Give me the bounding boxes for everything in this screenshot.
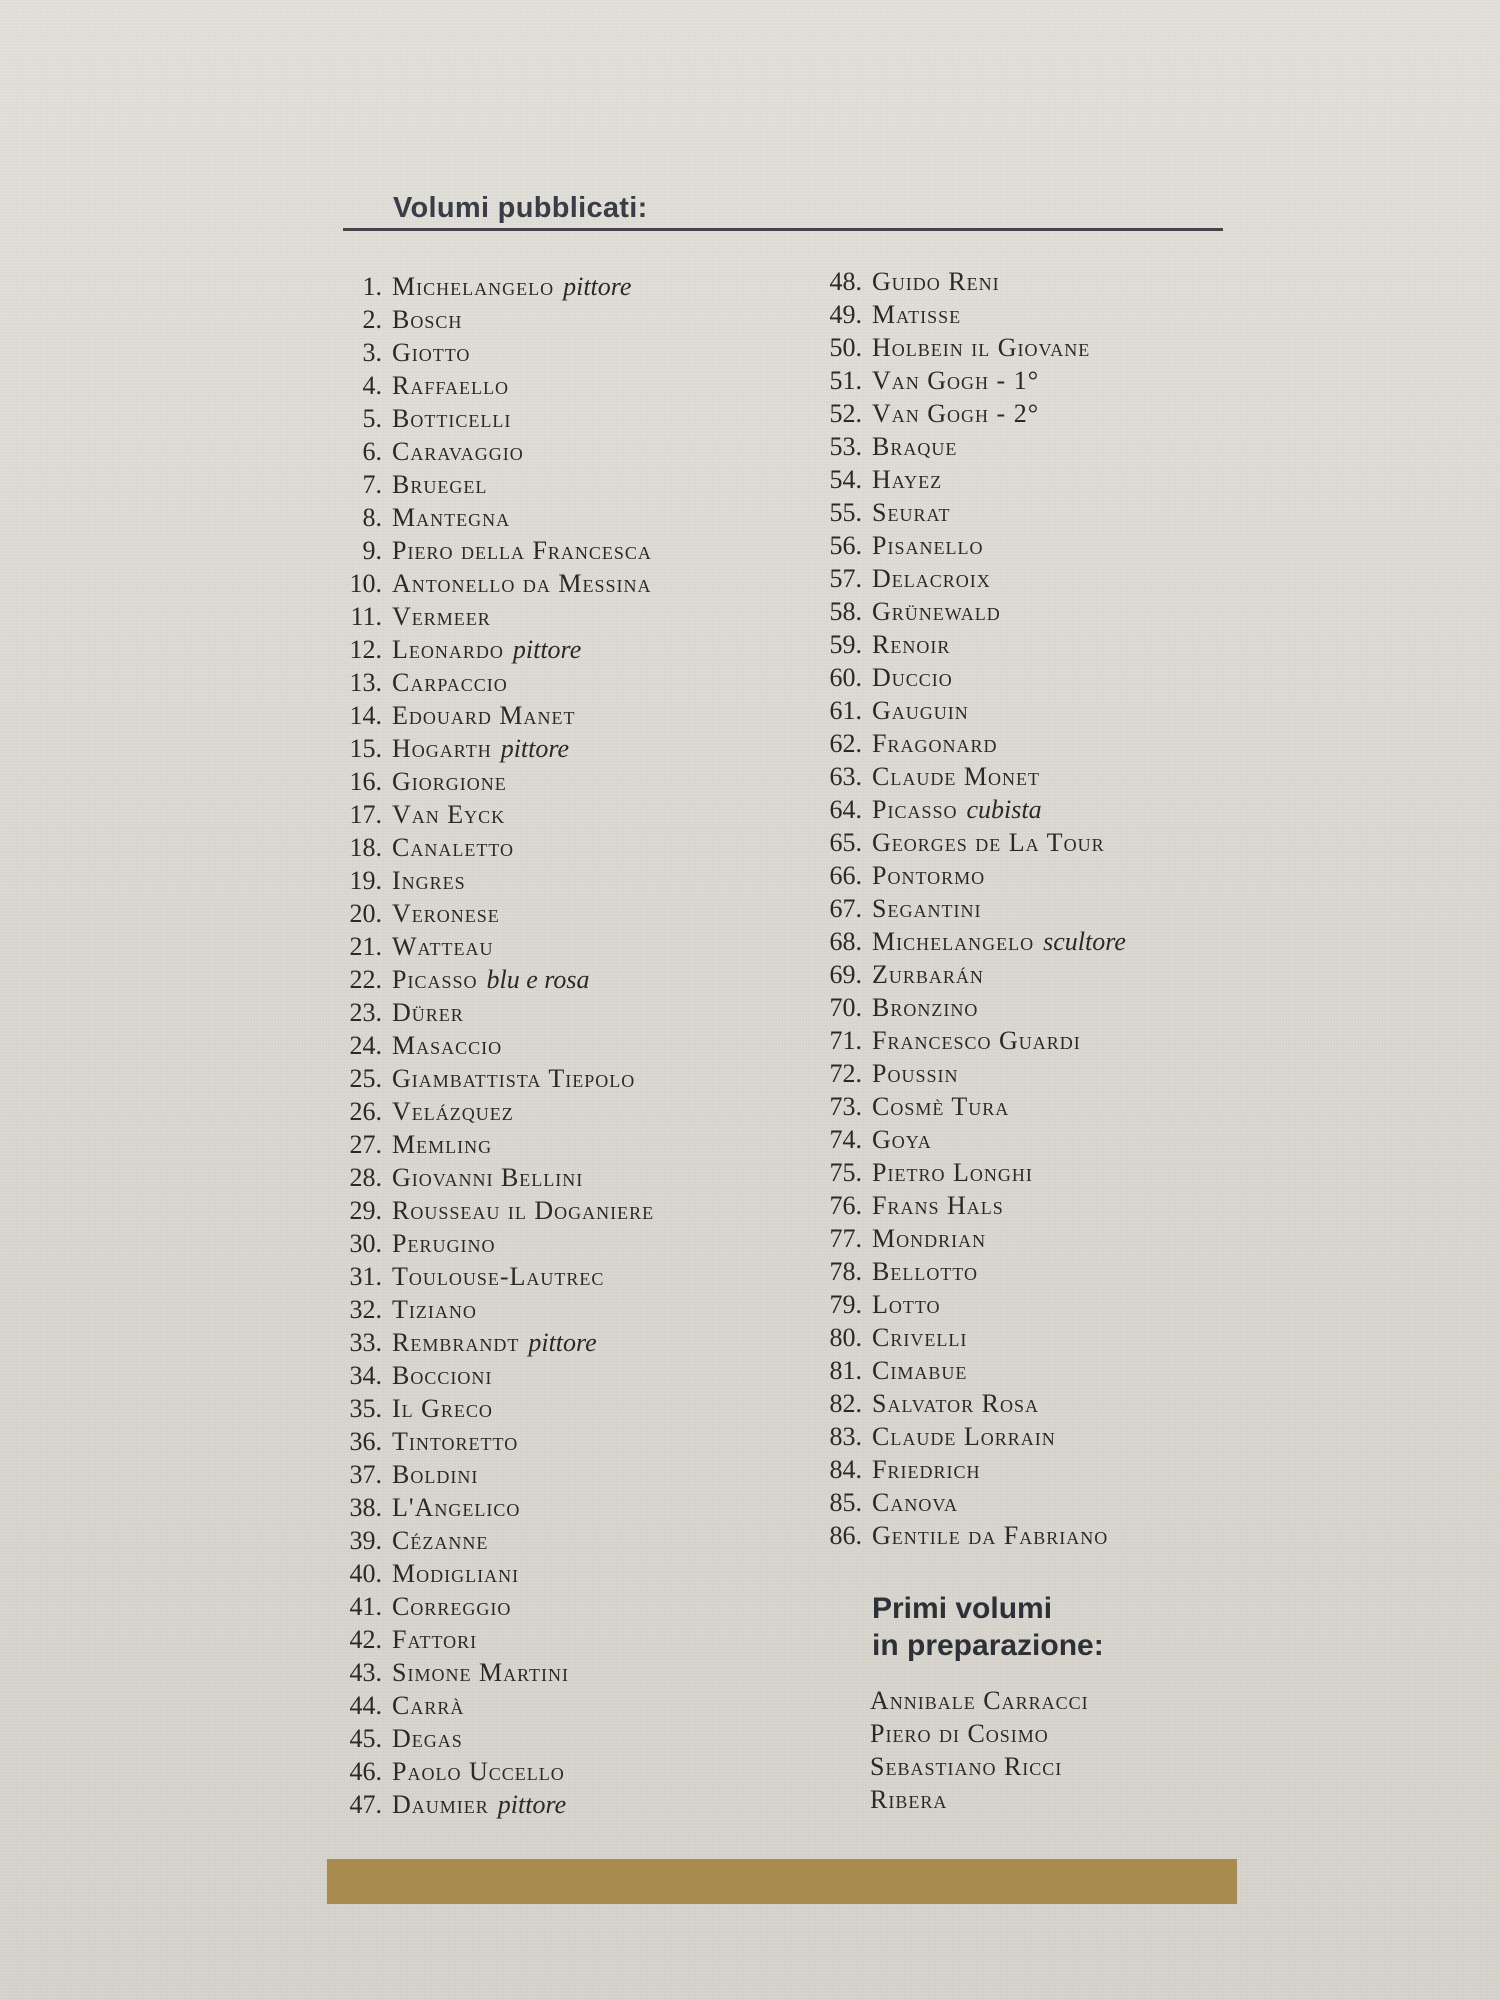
volume-number: 33. (349, 1328, 382, 1357)
volume-item (330, 1557, 654, 1590)
volume-item (810, 991, 1126, 1024)
volume-item (330, 1623, 654, 1656)
volume-number: 78. (829, 1257, 862, 1286)
volume-item (810, 1486, 1126, 1519)
volume-item (330, 501, 654, 534)
volume-number: 80. (829, 1323, 862, 1352)
volume-number: 81. (829, 1356, 862, 1385)
volume-item (330, 1062, 654, 1095)
volume-title: Bruegel (392, 470, 488, 499)
volume-number: 83. (829, 1422, 862, 1451)
volume-item (810, 727, 1126, 760)
volume-title: Degas (392, 1724, 463, 1753)
in-preparation-heading-line2: in preparazione: (872, 1629, 1104, 1662)
volume-item (810, 661, 1126, 694)
volume-number: 44. (349, 1691, 382, 1720)
volume-title: Segantini (872, 894, 982, 923)
volume-title: Paolo Uccello (392, 1757, 565, 1786)
volume-number: 55. (829, 498, 862, 527)
volume-number: 11. (350, 602, 382, 631)
volume-title: Fattori (392, 1625, 478, 1654)
volume-title: Braque (872, 432, 958, 461)
volume-item (330, 270, 654, 303)
volume-title: Veronese (392, 899, 500, 928)
volume-item (330, 1491, 654, 1524)
volume-item (330, 1425, 654, 1458)
volume-title: Simone Martini (392, 1658, 569, 1687)
volume-number: 41. (349, 1592, 382, 1621)
volume-number: 30. (349, 1229, 382, 1258)
volume-title: Hayez (872, 465, 943, 494)
volume-item (330, 1656, 654, 1689)
volume-number: 31. (349, 1262, 382, 1291)
volume-title: Gauguin (872, 696, 969, 725)
volume-number: 54. (829, 465, 862, 494)
volume-item (810, 859, 1126, 892)
volume-item (330, 897, 654, 930)
volume-item (810, 595, 1126, 628)
volume-item (330, 402, 654, 435)
volume-title: Frans Hals (872, 1191, 1004, 1220)
volume-number: 59. (829, 630, 862, 659)
volume-item (810, 430, 1126, 463)
volume-number: 4. (362, 371, 382, 400)
volume-number: 17. (349, 800, 382, 829)
volumes-list-left (330, 270, 654, 1821)
volume-number: 74. (829, 1125, 862, 1154)
volume-number: 9. (362, 536, 382, 565)
volume-number: 85. (829, 1488, 862, 1517)
volume-title: Salvator Rosa (872, 1389, 1040, 1418)
volume-number: 69. (829, 960, 862, 989)
volume-title: Goya (872, 1125, 932, 1154)
volume-title: Pietro Longhi (872, 1158, 1033, 1187)
volume-number: 2. (362, 305, 382, 334)
volume-item (330, 864, 654, 897)
volume-number: 62. (829, 729, 862, 758)
volume-item (810, 1024, 1126, 1057)
volume-title: Delacroix (872, 564, 991, 593)
volume-number: 3. (362, 338, 382, 367)
volume-number: 40. (349, 1559, 382, 1588)
in-preparation-heading-line1: Primi volumi (872, 1592, 1053, 1625)
volume-item (810, 496, 1126, 529)
volume-number: 14. (349, 701, 382, 730)
volume-title: Giotto (392, 338, 471, 367)
heading-rule (343, 228, 1223, 231)
volume-number: 24. (349, 1031, 382, 1060)
volume-item (810, 1189, 1126, 1222)
volume-title: Edouard Manet (392, 701, 576, 730)
volume-item (810, 925, 1126, 958)
volume-item (330, 996, 654, 1029)
volume-item (330, 534, 654, 567)
volume-item (330, 1029, 654, 1062)
volume-title: Picasso (392, 965, 478, 994)
volume-item (330, 1326, 654, 1359)
volume-item (810, 298, 1126, 331)
volume-number: 52. (829, 399, 862, 428)
volume-item (330, 1095, 654, 1128)
in-preparation-list (870, 1684, 1089, 1816)
volume-number: 42. (349, 1625, 382, 1654)
volume-title: Georges de La Tour (872, 828, 1105, 857)
volume-title: Van Gogh - 2° (872, 399, 1040, 428)
volume-number: 71. (829, 1026, 862, 1055)
volume-number: 35. (349, 1394, 382, 1423)
volume-title: Il Greco (392, 1394, 493, 1423)
volume-item (810, 1222, 1126, 1255)
volume-title: Vermeer (392, 602, 491, 631)
volume-item (330, 1524, 654, 1557)
volume-title: Raffaello (392, 371, 510, 400)
volume-title: Mondrian (872, 1224, 987, 1253)
volume-title: Seurat (872, 498, 951, 527)
volume-title: Antonello da Messina (392, 569, 652, 598)
volume-item (810, 1156, 1126, 1189)
volume-number: 28. (349, 1163, 382, 1192)
volume-item (330, 336, 654, 369)
volume-title: Carpaccio (392, 668, 508, 697)
bottom-color-bar (327, 1859, 1237, 1904)
volume-number: 77. (829, 1224, 862, 1253)
volume-item (810, 1057, 1126, 1090)
volume-item (810, 265, 1126, 298)
volume-title: Renoir (872, 630, 951, 659)
volume-item (330, 765, 654, 798)
volume-number: 43. (349, 1658, 382, 1687)
volume-item (330, 567, 654, 600)
volume-number: 51. (829, 366, 862, 395)
volume-item (330, 666, 654, 699)
volume-number: 68. (829, 927, 862, 956)
volume-title: Toulouse-Lautrec (392, 1262, 605, 1291)
volume-number: 75. (829, 1158, 862, 1187)
volume-item (810, 1420, 1126, 1453)
volume-qualifier: blu e rosa (486, 965, 590, 994)
in-preparation-item: Annibale Carracci (870, 1686, 1089, 1715)
volume-number: 56. (829, 531, 862, 560)
volume-item (330, 798, 654, 831)
volume-title: Claude Lorrain (872, 1422, 1056, 1451)
volume-title: Van Gogh - 1° (872, 366, 1040, 395)
volume-number: 18. (349, 833, 382, 862)
volume-title: Modigliani (392, 1559, 520, 1588)
volume-item (330, 600, 654, 633)
in-preparation-item: Ribera (870, 1785, 948, 1814)
volume-qualifier: cubista (966, 795, 1042, 824)
volume-item (330, 699, 654, 732)
volume-item (330, 1194, 654, 1227)
volume-title: Bosch (392, 305, 463, 334)
volume-number: 60. (829, 663, 862, 692)
volume-item (810, 331, 1126, 364)
volume-item (330, 1227, 654, 1260)
volume-title: Ingres (392, 866, 466, 895)
volume-item (810, 1288, 1126, 1321)
volume-title: Van Eyck (392, 800, 506, 829)
volumes-list-right (810, 265, 1126, 1552)
volume-item (810, 1090, 1126, 1123)
volume-title: Bellotto (872, 1257, 978, 1286)
volume-item (810, 397, 1126, 430)
volume-title: Holbein il Giovane (872, 333, 1091, 362)
volume-number: 49. (829, 300, 862, 329)
volume-item (330, 1458, 654, 1491)
volume-number: 46. (349, 1757, 382, 1786)
volume-number: 66. (829, 861, 862, 890)
volume-item (810, 529, 1126, 562)
volume-qualifier: pittore (497, 1790, 567, 1819)
in-preparation-item: Sebastiano Ricci (870, 1752, 1063, 1781)
volume-title: Giambattista Tiepolo (392, 1064, 636, 1093)
volume-title: Giovanni Bellini (392, 1163, 584, 1192)
volume-number: 1. (362, 272, 382, 301)
volume-item (810, 1354, 1126, 1387)
volume-number: 45. (349, 1724, 382, 1753)
volume-title: Cézanne (392, 1526, 489, 1555)
volume-item (330, 1788, 654, 1821)
volume-item (810, 892, 1126, 925)
volume-title: Canova (872, 1488, 959, 1517)
volume-item (330, 1590, 654, 1623)
volume-number: 22. (349, 965, 382, 994)
volume-qualifier: pittore (563, 272, 632, 301)
volume-item (330, 732, 654, 765)
volume-number: 10. (349, 569, 382, 598)
volume-qualifier: pittore (500, 734, 570, 763)
volume-title: Tiziano (392, 1295, 477, 1324)
volume-item (810, 793, 1126, 826)
volume-number: 79. (829, 1290, 862, 1319)
volume-item (810, 1519, 1126, 1552)
volume-title: Gentile da Fabriano (872, 1521, 1109, 1550)
volume-title: Canaletto (392, 833, 514, 862)
volume-item (810, 1387, 1126, 1420)
volume-number: 61. (829, 696, 862, 725)
volume-title: Crivelli (872, 1323, 968, 1352)
volume-number: 25. (349, 1064, 382, 1093)
volume-title: Boldini (392, 1460, 479, 1489)
volume-title: Rousseau il Doganiere (392, 1196, 655, 1225)
volume-item (810, 694, 1126, 727)
in-preparation-heading (872, 1590, 1104, 1664)
volume-number: 34. (349, 1361, 382, 1390)
volume-item (330, 1722, 654, 1755)
volume-title: Cimabue (872, 1356, 968, 1385)
volume-qualifier: scultore (1043, 927, 1126, 956)
volume-title: Masaccio (392, 1031, 503, 1060)
volume-number: 5. (362, 404, 382, 433)
volume-item (330, 369, 654, 402)
volume-item (330, 1128, 654, 1161)
volume-number: 76. (829, 1191, 862, 1220)
volume-number: 86. (829, 1521, 862, 1550)
volume-item (330, 1755, 654, 1788)
volume-title: Claude Monet (872, 762, 1040, 791)
volume-item (810, 1123, 1126, 1156)
volume-item (330, 1392, 654, 1425)
volume-item (810, 1255, 1126, 1288)
volume-item (330, 468, 654, 501)
volume-number: 15. (349, 734, 382, 763)
volume-title: Watteau (392, 932, 494, 961)
volume-title: Friedrich (872, 1455, 981, 1484)
volume-number: 19. (349, 866, 382, 895)
volume-title: Hogarth (392, 734, 492, 763)
volume-title: Daumier (392, 1790, 489, 1819)
volume-number: 27. (349, 1130, 382, 1159)
volume-number: 70. (829, 993, 862, 1022)
volume-item (810, 364, 1126, 397)
volume-title: Michelangelo (392, 272, 555, 301)
volume-title: Pisanello (872, 531, 984, 560)
volume-qualifier: pittore (528, 1328, 597, 1357)
volume-number: 29. (349, 1196, 382, 1225)
volume-item (330, 963, 654, 996)
volume-title: Fragonard (872, 729, 998, 758)
volume-number: 8. (362, 503, 382, 532)
volume-number: 72. (829, 1059, 862, 1088)
volume-number: 67. (829, 894, 862, 923)
volume-item (330, 1161, 654, 1194)
volume-item (810, 1321, 1126, 1354)
volume-number: 39. (349, 1526, 382, 1555)
volume-number: 65. (829, 828, 862, 857)
volume-item (330, 1260, 654, 1293)
volume-title: Pontormo (872, 861, 986, 890)
volume-item (810, 628, 1126, 661)
volume-item (330, 1359, 654, 1392)
volume-number: 50. (829, 333, 862, 362)
volume-title: Perugino (392, 1229, 496, 1258)
volume-title: Francesco Guardi (872, 1026, 1081, 1055)
volume-title: Poussin (872, 1059, 959, 1088)
volume-item (810, 562, 1126, 595)
volume-item (330, 831, 654, 864)
volume-item (330, 1689, 654, 1722)
volume-item (810, 463, 1126, 496)
volume-number: 20. (349, 899, 382, 928)
volume-number: 84. (829, 1455, 862, 1484)
volume-item (330, 435, 654, 468)
volume-number: 48. (829, 267, 862, 296)
volume-number: 21. (349, 932, 382, 961)
volume-number: 53. (829, 432, 862, 461)
volume-title: Caravaggio (392, 437, 524, 466)
volume-title: Zurbarán (872, 960, 984, 989)
volume-number: 26. (349, 1097, 382, 1126)
volume-number: 82. (829, 1389, 862, 1418)
volume-title: Piero della Francesca (392, 536, 652, 565)
volume-item (810, 958, 1126, 991)
volume-title: Leonardo (392, 635, 504, 664)
volume-title: Mantegna (392, 503, 511, 532)
in-preparation-item: Piero di Cosimo (870, 1719, 1049, 1748)
volume-number: 32. (349, 1295, 382, 1324)
volume-title: Matisse (872, 300, 962, 329)
volume-number: 23. (349, 998, 382, 1027)
volume-title: Velázquez (392, 1097, 514, 1126)
volume-item (330, 930, 654, 963)
volume-title: Duccio (872, 663, 953, 692)
volume-title: Picasso (872, 795, 958, 824)
published-heading: Volumi pubblicati: (393, 192, 648, 224)
volume-qualifier: pittore (512, 635, 582, 664)
volume-number: 7. (362, 470, 382, 499)
volume-item (330, 303, 654, 336)
volume-number: 58. (829, 597, 862, 626)
volume-title: Carrà (392, 1691, 465, 1720)
volume-number: 12. (349, 635, 382, 664)
volume-title: Dürer (392, 998, 464, 1027)
volume-item (330, 1293, 654, 1326)
volume-number: 13. (349, 668, 382, 697)
volume-number: 38. (349, 1493, 382, 1522)
volume-title: Tintoretto (392, 1427, 519, 1456)
volume-title: Lotto (872, 1290, 941, 1319)
volume-number: 47. (349, 1790, 382, 1819)
volume-title: Rembrandt (392, 1328, 520, 1357)
volume-item (810, 826, 1126, 859)
volume-number: 36. (349, 1427, 382, 1456)
volume-title: Memling (392, 1130, 493, 1159)
volume-title: Michelangelo (872, 927, 1035, 956)
volume-title: Boccioni (392, 1361, 493, 1390)
volume-title: Guido Reni (872, 267, 1000, 296)
volume-item (810, 760, 1126, 793)
volume-number: 63. (829, 762, 862, 791)
volume-title: Botticelli (392, 404, 512, 433)
volume-title: L'Angelico (392, 1493, 521, 1522)
volume-title: Grünewald (872, 597, 1001, 626)
volume-item (810, 1453, 1126, 1486)
volume-title: Bronzino (872, 993, 979, 1022)
volume-number: 16. (349, 767, 382, 796)
volume-number: 6. (362, 437, 382, 466)
volume-number: 57. (829, 564, 862, 593)
volume-title: Cosmè Tura (872, 1092, 1010, 1121)
volume-number: 37. (349, 1460, 382, 1489)
volume-title: Correggio (392, 1592, 512, 1621)
volume-number: 64. (829, 795, 862, 824)
volume-title: Giorgione (392, 767, 507, 796)
volume-item (330, 633, 654, 666)
volume-number: 73. (829, 1092, 862, 1121)
